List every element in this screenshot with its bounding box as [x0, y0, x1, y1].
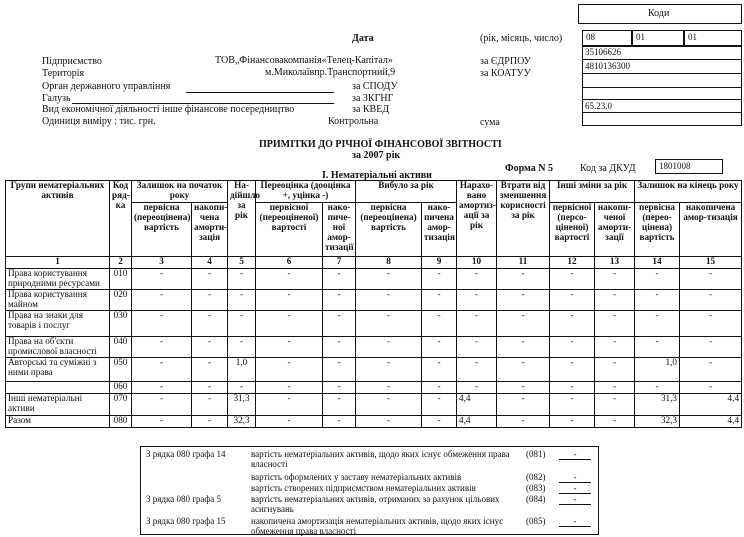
row-value: - [550, 393, 595, 415]
column-number: 15 [680, 257, 742, 269]
row-value: - [457, 336, 497, 357]
date-month: 01 [632, 30, 684, 46]
row-value: - [132, 393, 192, 415]
row-value: - [680, 336, 742, 357]
row-value: - [228, 336, 256, 357]
row-value: - [132, 310, 192, 336]
column-number: 11 [497, 257, 550, 269]
table-row [6, 357, 742, 381]
row-value: - [256, 393, 323, 415]
row-value: 1,0 [635, 357, 680, 381]
row-code: 080 [110, 415, 132, 427]
col-end: Залишок на кінець року [635, 181, 742, 203]
row-value: - [680, 381, 742, 393]
row-value: - [550, 357, 595, 381]
row-value: - [457, 310, 497, 336]
row-value: - [497, 381, 550, 393]
section-title: І. Нематеріальні активи [322, 170, 432, 181]
row-value: - [192, 336, 228, 357]
codes-header: Коди [648, 8, 670, 19]
date-year: 08 [582, 30, 632, 46]
gov-body-label: Орган державного управління [42, 81, 171, 92]
row-code: 040 [110, 336, 132, 357]
code-edrpou: 35106626 [582, 46, 742, 60]
row-value: - [192, 393, 228, 415]
col-impair: Втрати від зменшення корисності за рік [497, 181, 550, 257]
row-value: 4,4 [457, 415, 497, 427]
row-value: - [497, 289, 550, 310]
row-value: - [550, 269, 595, 290]
column-number-row [6, 257, 742, 269]
row-value: - [457, 357, 497, 381]
row-value: - [497, 310, 550, 336]
col-end-amort: накопичена амор-тизація [680, 203, 742, 257]
row-name [6, 381, 110, 393]
row-value: - [132, 269, 192, 290]
column-number: 8 [356, 257, 422, 269]
column-number: 7 [323, 257, 356, 269]
row-value: - [635, 336, 680, 357]
row-value: - [422, 336, 457, 357]
row-value: - [356, 269, 422, 290]
col-other-initial: первісної (персо-ціненої) вартості [550, 203, 595, 257]
footnote-value: - [559, 472, 591, 483]
row-name: Інші нематеріальні активи [6, 393, 110, 415]
row-value: - [323, 310, 356, 336]
column-number: 2 [110, 257, 132, 269]
col-disp-initial: первісна (переоцінена) вартість [356, 203, 422, 257]
row-value: - [422, 310, 457, 336]
row-code: 010 [110, 269, 132, 290]
row-value: - [422, 381, 457, 393]
col-received: На-дійшло за рік [228, 181, 256, 257]
row-name: Права на знаки для товарів і послуг [6, 310, 110, 336]
row-value: - [595, 393, 635, 415]
row-code: 070 [110, 393, 132, 415]
row-value: - [595, 269, 635, 290]
footnote-code: (082) [526, 472, 546, 482]
footnote-value: - [559, 516, 591, 527]
row-value: - [192, 289, 228, 310]
col-reval-amort: нако-пиче-ної амор-тизації [323, 203, 356, 257]
row-value: - [457, 289, 497, 310]
col-start-initial: первісна (переоцінена) вартість [132, 203, 192, 257]
col-start-amort: накопи-чена аморти-зація [192, 203, 228, 257]
row-value: - [228, 289, 256, 310]
row-value: - [635, 289, 680, 310]
row-value: 32,3 [635, 415, 680, 427]
row-value: - [422, 289, 457, 310]
row-value: - [356, 310, 422, 336]
row-value: - [256, 336, 323, 357]
row-value: - [595, 336, 635, 357]
row-value: - [550, 415, 595, 427]
industry-label: Галузь [42, 93, 71, 104]
row-value: - [497, 393, 550, 415]
row-code: 030 [110, 310, 132, 336]
zkgng-label: за ЗКГНГ [352, 93, 394, 104]
row-value: - [323, 336, 356, 357]
row-value: - [256, 289, 323, 310]
table-row [6, 289, 742, 310]
dkud-code: 1801008 [655, 159, 723, 174]
footnote-ref: З рядка 080 графа 14 [146, 449, 226, 459]
territory-value: м.Миколаївпр.Транспортний,9 [265, 67, 396, 78]
row-value: - [192, 381, 228, 393]
row-value: - [323, 289, 356, 310]
row-name: Авторські та суміжні з ними права [6, 357, 110, 381]
row-value: - [497, 415, 550, 427]
col-groups: Групи нематеріальних активів [6, 181, 110, 257]
footnote-text: накопичена амортизація нематеріальних активів, щодо яких існує обмеження права власності [251, 516, 503, 537]
row-value: - [356, 336, 422, 357]
footnote-text: вартість створених підприємством нематеріальних активів [251, 483, 476, 493]
col-start: Залишок на початок року [132, 181, 228, 203]
col-reval: Переоцінка (дооцінка +, уцінка -) [256, 181, 356, 203]
suma-label: сума [480, 117, 500, 128]
column-number: 10 [457, 257, 497, 269]
row-value: - [595, 310, 635, 336]
row-name: Права на об'єкти промислової власності [6, 336, 110, 357]
date-format: (рік, місяць, число) [480, 33, 563, 44]
row-value: - [635, 310, 680, 336]
col-disposed: Вибуло за рік [356, 181, 457, 203]
table-row [6, 336, 742, 357]
footnote-code: (084) [526, 494, 546, 504]
date-day: 01 [684, 30, 742, 46]
row-value: - [132, 289, 192, 310]
page-subtitle: за 2007 рік [352, 150, 401, 161]
row-value: - [680, 310, 742, 336]
column-number: 12 [550, 257, 595, 269]
row-value: - [550, 289, 595, 310]
row-name: Права користування природними ресурсами [6, 269, 110, 290]
row-value: - [595, 415, 635, 427]
row-value: - [256, 381, 323, 393]
row-value: - [680, 357, 742, 381]
col-other: Інші зміни за рік [550, 181, 635, 203]
row-value: 32,3 [228, 415, 256, 427]
code-koatuu: 4810136300 [582, 60, 742, 74]
col-code: Код ряд-ка [110, 181, 132, 257]
row-value: - [323, 415, 356, 427]
row-code: 050 [110, 357, 132, 381]
footnote-code: (083) [526, 483, 546, 493]
kved-label: за КВЕД [352, 104, 390, 115]
footnote-text: вартість нематеріальних активів, отриманих за рахунок цільових асигнувань [251, 494, 500, 515]
footnote-text: вартість нематеріальних активів, щодо яких існує обмеження права власності [251, 449, 510, 470]
enterprise-value: ТОВ„Фінансовакомпанія«Телец-Капітал» [215, 55, 393, 66]
row-value: - [132, 381, 192, 393]
date-label: Дата [352, 33, 374, 44]
row-value: - [356, 381, 422, 393]
col-end-initial: первісна (перео-цінена) вартість [635, 203, 680, 257]
row-value: - [422, 393, 457, 415]
footnote-text: вартість оформлених у заставу нематеріальних активів [251, 472, 462, 482]
row-value: - [457, 269, 497, 290]
row-value: - [497, 269, 550, 290]
row-value: - [132, 357, 192, 381]
footnote-value: - [559, 494, 591, 505]
edrpou-label: за ЄДРПОУ [480, 56, 531, 67]
row-name: Разом [6, 415, 110, 427]
enterprise-label: Підприємство [42, 56, 102, 67]
form-label: Форма N 5 [505, 163, 553, 174]
row-value: - [680, 269, 742, 290]
row-value: 4,4 [680, 415, 742, 427]
row-value: - [228, 269, 256, 290]
col-reval-initial: первісної (переоціненої) вартості [256, 203, 323, 257]
row-value: - [635, 381, 680, 393]
row-value: - [132, 336, 192, 357]
row-value: - [192, 310, 228, 336]
footnotes-box [140, 446, 599, 535]
row-value: - [228, 381, 256, 393]
row-value: - [256, 310, 323, 336]
footnote-value: - [559, 483, 591, 494]
row-value: - [356, 289, 422, 310]
column-number: 1 [6, 257, 110, 269]
footnote-code: (085) [526, 516, 546, 526]
row-value: - [680, 289, 742, 310]
code-kved: 65.23.0 [582, 100, 742, 113]
territory-label: Територія [42, 68, 85, 79]
row-value: - [550, 310, 595, 336]
row-value: 1,0 [228, 357, 256, 381]
row-value: 4,4 [680, 393, 742, 415]
code-control [582, 113, 742, 126]
row-value: - [356, 393, 422, 415]
column-number: 5 [228, 257, 256, 269]
dkud-label: Код за ДКУД [580, 163, 636, 174]
row-value: - [256, 415, 323, 427]
table-row [6, 269, 742, 290]
row-value: 31,3 [228, 393, 256, 415]
row-code: 060 [110, 381, 132, 393]
col-disp-amort: нако-пичена амор-тизація [422, 203, 457, 257]
row-name: Права користування майном [6, 289, 110, 310]
row-value: - [323, 269, 356, 290]
table-row [6, 310, 742, 336]
unit-label: Одиниця виміру : тис. грн. [42, 116, 156, 127]
gov-body-line [186, 92, 334, 93]
row-value: - [595, 381, 635, 393]
row-value: - [228, 310, 256, 336]
row-value: - [497, 336, 550, 357]
row-value: - [422, 415, 457, 427]
footnote-ref: З рядка 080 графа 15 [146, 516, 226, 526]
page-title: ПРИМІТКИ ДО РІЧНОЇ ФІНАНСОВОЇ ЗВІТНОСТІ [259, 139, 502, 150]
footnote-code: (081) [526, 449, 546, 459]
row-value: - [550, 336, 595, 357]
row-value: - [192, 357, 228, 381]
row-value: - [497, 357, 550, 381]
row-value: - [422, 269, 457, 290]
row-value: - [595, 357, 635, 381]
footnote-ref: З рядка 080 графа 5 [146, 494, 221, 504]
row-value: - [192, 415, 228, 427]
column-number: 14 [635, 257, 680, 269]
row-value: - [422, 357, 457, 381]
column-number: 3 [132, 257, 192, 269]
row-value: - [635, 269, 680, 290]
row-value: - [256, 269, 323, 290]
row-value: - [256, 357, 323, 381]
row-value: 4,4 [457, 393, 497, 415]
footnote-value: - [559, 449, 591, 460]
row-value: - [323, 381, 356, 393]
col-accrued: Нарахо-вано амортиз-ації за рік [457, 181, 497, 257]
control-label: Контрольна [328, 116, 379, 127]
column-number: 9 [422, 257, 457, 269]
column-number: 13 [595, 257, 635, 269]
row-value: - [192, 269, 228, 290]
table-row [6, 381, 742, 393]
row-value: - [595, 289, 635, 310]
table-row [6, 393, 742, 415]
activity-label: Вид економічної діяльності інше фінансове посередництво [42, 104, 295, 115]
code-spodu [582, 74, 742, 88]
row-value: - [457, 381, 497, 393]
spodu-label: за СПОДУ [352, 81, 398, 92]
intangible-assets-table [5, 180, 742, 428]
code-zkgng [582, 88, 742, 100]
row-value: - [323, 357, 356, 381]
column-number: 4 [192, 257, 228, 269]
row-code: 020 [110, 289, 132, 310]
row-value: - [323, 393, 356, 415]
row-value: - [550, 381, 595, 393]
row-value: 31,3 [635, 393, 680, 415]
row-value: - [356, 415, 422, 427]
table-row [6, 415, 742, 427]
row-value: - [356, 357, 422, 381]
koatuu-label: за КОАТУУ [480, 68, 531, 79]
column-number: 6 [256, 257, 323, 269]
col-other-amort: накопи-ченої аморти-зації [595, 203, 635, 257]
row-value: - [132, 415, 192, 427]
